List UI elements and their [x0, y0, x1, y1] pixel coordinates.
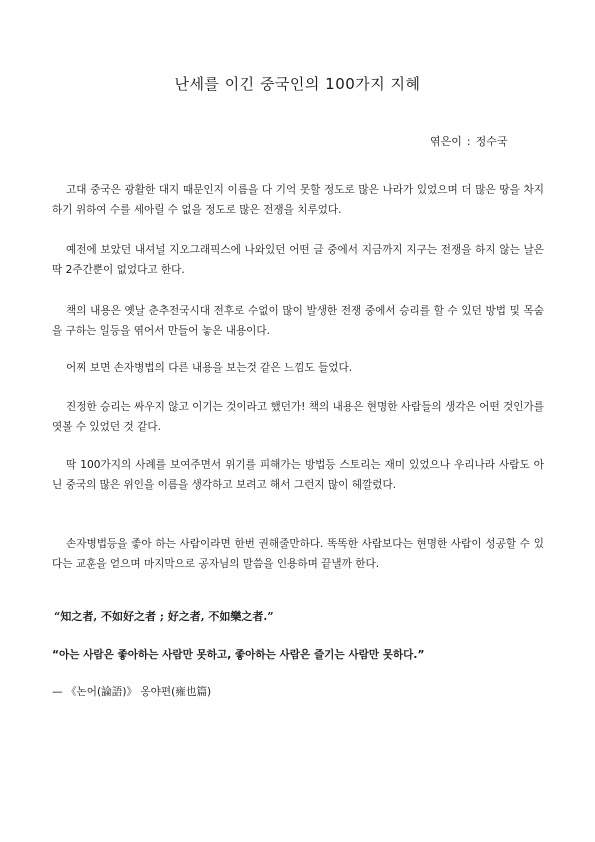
author-line — [430, 133, 508, 149]
author-label: 엮은이 — [430, 135, 462, 148]
paragraph-3: 책의 내용은 옛날 춘추전국시대 전후로 수없이 많이 발생한 전쟁 중에서 승리를 할 수 있던 방법 및 목숨을 구하는 일등을 엮어서 만들어 놓은 내용이다. — [52, 305, 544, 337]
author-separator: : — [466, 135, 471, 148]
paragraph-7: 손자병법등을 좋아 하는 사람이라면 한번 권해줄만하다. 똑똑한 사람보다는 현명한 사람이 성공할 수 있다는 교훈을 얻으며 마지막으로 공자님의 말씀을 인용하며 끝낼까 한다. — [52, 538, 544, 570]
paragraph-2: 예전에 보았던 내셔널 지오그래픽스에 나와있던 어떤 글 중에서 지금까지 지구는 전쟁을 하지 않는 날은 딱 2주간뿐이 없었다고 한다. — [52, 244, 544, 276]
paragraph-4: 어찌 보면 손자병법의 다른 내용을 보는것 같은 느낌도 들었다. — [66, 362, 353, 374]
paragraph-1: 고대 중국은 광활한 대지 때문인지 이름을 다 기억 못할 정도로 많은 나라가 있었으며 더 많은 땅을 차지하기 위하여 수를 세아릴 수 없을 정도로 많은 전쟁을 치루었다. — [52, 184, 544, 216]
quote-korean: “아는 사람은 좋아하는 사람만 못하고, 좋아하는 사람은 즐기는 사람만 못하다.” — [52, 649, 425, 661]
quote-chinese: “知之者, 不如好之者 ; 好之者, 不如樂之者.” — [54, 610, 274, 623]
paragraph-5: 진정한 승리는 싸우지 않고 이기는 것이라고 했던가! 책의 내용은 현명한 사람들의 생각은 어떤 것인가를 엿볼 수 있었던 것 같다. — [52, 401, 544, 433]
quote-source: — 《논어(論語)》 옹야편(雍也篇) — [52, 686, 212, 698]
author-name: 정수국 — [475, 135, 508, 148]
page-title: 난세를 이긴 중국인의 100가지 지혜 — [174, 75, 421, 93]
paragraph-6: 딱 100가지의 사례를 보여주면서 위기를 피해가는 방법등 스토리는 재미 있었으나 우리나라 사람도 아닌 중국의 많은 위인을 이름을 생각하고 보려고 해서 그런지 많이 헤깔렸다. — [52, 459, 544, 491]
